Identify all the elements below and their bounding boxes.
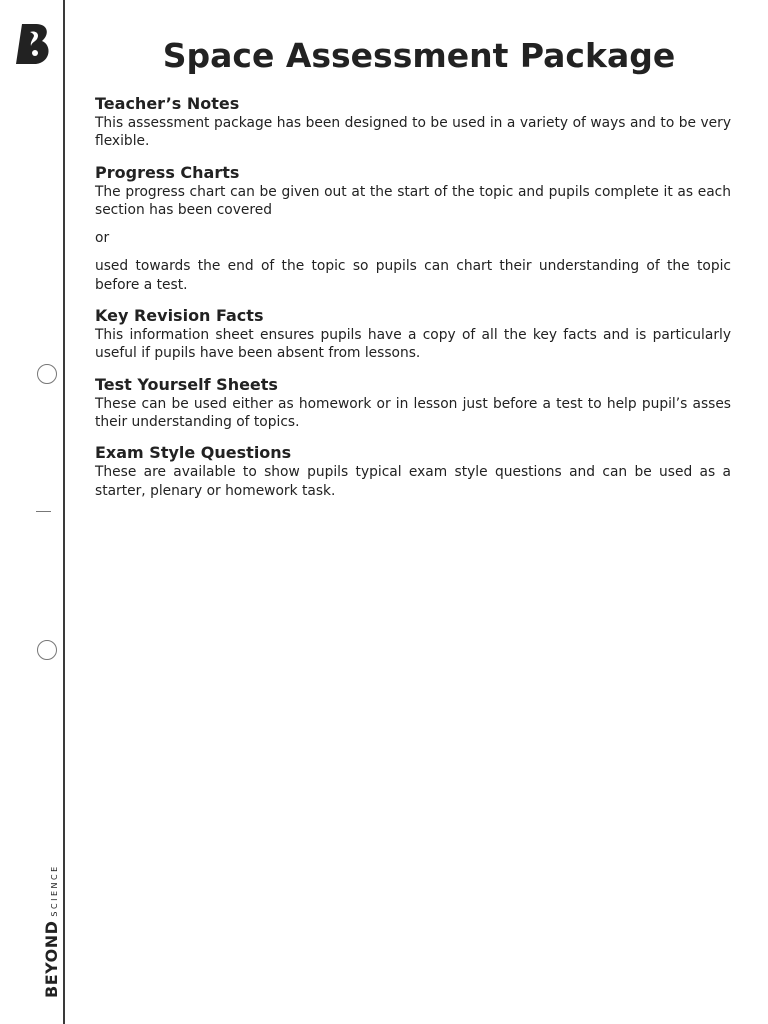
section-paragraph: These are available to show pupils typical exam style questions and can be used as a starter, plenary or homework task. — [95, 464, 731, 499]
brand-wordmark — [42, 864, 61, 998]
section-paragraph: This assessment package has been designed to be used in a variety of ways and to be very flexible. — [95, 115, 731, 150]
brand-name-light: SCIENCE — [50, 864, 59, 917]
brand-name-bold: BEYOND — [42, 920, 61, 998]
section-key-revision-facts — [95, 306, 731, 363]
section-heading: Test Yourself Sheets — [95, 374, 278, 394]
section-exam-style-questions — [95, 443, 731, 500]
punch-hole-top — [37, 364, 57, 384]
section-heading: Key Revision Facts — [95, 306, 264, 326]
beyond-b-logo-icon — [14, 22, 54, 66]
section-paragraph-or: or — [95, 230, 110, 247]
section-heading: Exam Style Questions — [95, 443, 292, 463]
section-paragraph: This information sheet ensures pupils have a copy of all the key facts and is particularly useful if pupils have been absent from lessons. — [95, 327, 731, 362]
section-teachers-notes — [95, 94, 731, 151]
section-test-yourself-sheets — [95, 375, 731, 432]
section-heading: Teacher’s Notes — [95, 94, 240, 113]
punch-hole-bottom — [37, 640, 57, 660]
section-paragraph: These can be used either as homework or in lesson just before a test to help pupil’s asses their understanding of topics. — [95, 395, 731, 430]
document-content — [95, 34, 731, 512]
section-heading: Progress Charts — [95, 162, 240, 182]
section-paragraph: used towards the end of the topic so pupils can chart their understanding of the topic before a test. — [95, 258, 731, 293]
page-margin-line — [63, 0, 65, 1024]
section-paragraph: The progress chart can be given out at the start of the topic and pupils complete it as each section has been covered — [95, 183, 731, 218]
fold-mark — [36, 511, 51, 512]
page-title: Space Assessment Package — [162, 36, 676, 75]
section-progress-charts — [95, 163, 731, 294]
